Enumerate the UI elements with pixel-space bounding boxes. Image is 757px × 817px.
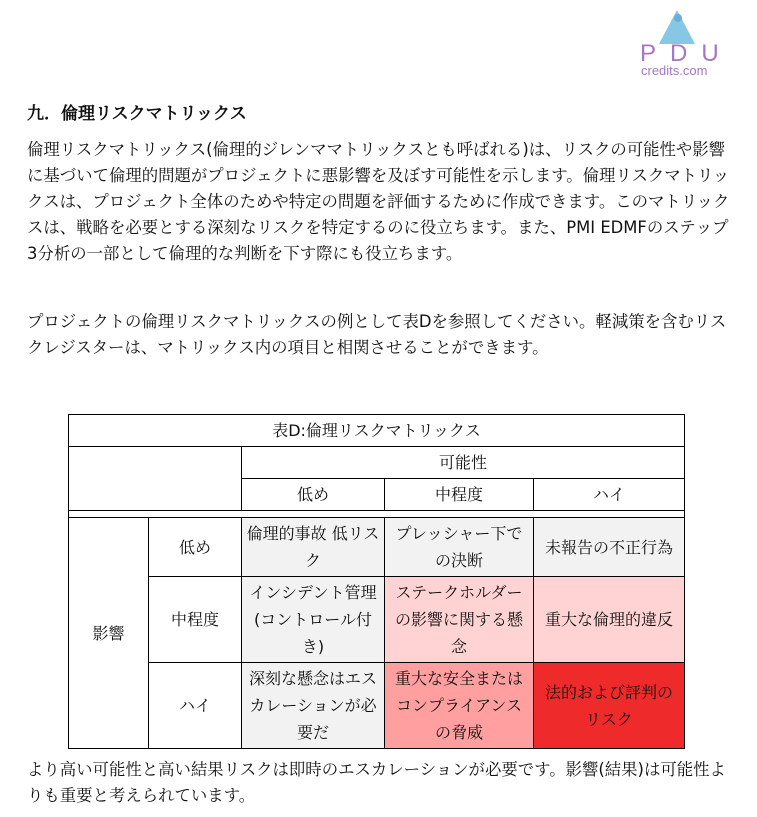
logo-letters: PDU — [640, 40, 733, 67]
row-header-medium: 中程度 — [149, 577, 242, 663]
matrix-cell: 未報告の不正行為 — [534, 518, 685, 577]
empty-corner-cell — [69, 447, 242, 511]
matrix-cell: 法的および評判のリスク — [534, 663, 685, 749]
logo-subtitle: credits.com — [641, 63, 708, 78]
row-header-low: 低め — [149, 518, 242, 577]
matrix-cell: 深刻な懸念はエスカレーションが必要だ — [242, 663, 385, 749]
pdu-credits-logo — [640, 10, 735, 80]
likelihood-header: 可能性 — [242, 447, 685, 479]
row-header-high: ハイ — [149, 663, 242, 749]
matrix-cell: インシデント管理(コントロール付き) — [242, 577, 385, 663]
column-header-low: 低め — [242, 479, 385, 511]
person-logo-icon — [674, 14, 682, 22]
matrix-cell: 重大な安全またはコンプライアンスの脅威 — [385, 663, 534, 749]
matrix-cell: 倫理的事故 低リスク — [242, 518, 385, 577]
matrix-cell: ステークホルダーの影響に関する懸念 — [385, 577, 534, 663]
table-gap — [69, 511, 685, 518]
ethics-risk-matrix-table — [68, 414, 685, 749]
impact-header: 影響 — [69, 518, 149, 749]
table-title: 表D:倫理リスクマトリックス — [69, 415, 685, 447]
section-heading: 九．倫理リスクマトリックス — [27, 104, 247, 124]
column-header-high: ハイ — [534, 479, 685, 511]
reference-paragraph: プロジェクトの倫理リスクマトリックスの例として表Dを参照してください。軽減策を含むリスクレジスターは、マトリックス内の項目と相関させることができます。 — [27, 312, 727, 357]
matrix-cell: 重大な倫理的違反 — [534, 577, 685, 663]
conclusion-paragraph: より高い可能性と高い結果リスクは即時のエスカレーションが必要です。影響(結果)は可能性よりも重要と考えられています。 — [27, 760, 726, 805]
column-header-medium: 中程度 — [385, 479, 534, 511]
intro-paragraph: 倫理リスクマトリックス(倫理的ジレンママトリックスとも呼ばれる)は、リスクの可能性や影響に基づいて倫理的問題がプロジェクトに悪影響を及ぼす可能性を示します。倫理リスクマトリックスは、プロジェクト全体のためや特定の問題を評価するために作成できます。このマトリックスは、戦略を必要とする深刻なリスクを特定するのに役立ちます。また、PMI EDMFのステップ3分析の一部として倫理的な判断を下す際にも役立ちます。 — [27, 140, 730, 263]
matrix-cell: プレッシャー下での決断 — [385, 518, 534, 577]
